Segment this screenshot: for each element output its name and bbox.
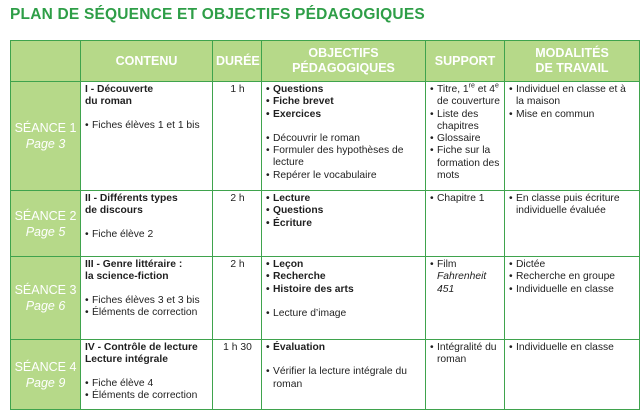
- contenu-cell: [81, 257, 213, 340]
- table-row: [11, 340, 640, 410]
- support-text: Titre, 1: [437, 84, 469, 95]
- header-duree: DURÉE: [213, 41, 262, 82]
- list-item: • Intégralité du roman: [430, 342, 501, 367]
- list-item: • Évaluation: [266, 342, 422, 354]
- list-item: • Exercices: [266, 109, 422, 121]
- list-item: • Questions: [266, 205, 422, 217]
- support-cell: [426, 82, 505, 191]
- list-item: • Lecture d’image: [266, 308, 422, 320]
- header-support: SUPPORT: [426, 41, 505, 82]
- list-item: • Leçon: [266, 259, 422, 271]
- list-item: • Glossaire: [430, 133, 501, 145]
- superscript: e: [494, 82, 499, 90]
- table-row: [11, 191, 640, 257]
- sequence-plan-table: [10, 40, 640, 410]
- list-item: • Fiche élève 4: [85, 378, 209, 390]
- list-item: • Fiche sur la formation des mots: [430, 145, 501, 182]
- header-modalites: [505, 41, 640, 82]
- list-item: [430, 259, 501, 296]
- support-text: de couverture: [437, 96, 500, 108]
- list-item: • Chapitre 1: [430, 193, 501, 205]
- header-objectifs: [262, 41, 426, 82]
- list-item: • Fiches élèves 3 et 3 bis: [85, 295, 209, 307]
- list-item: • Fiches élèves 1 et 1 bis: [85, 120, 209, 132]
- modalites-cell: [505, 191, 640, 257]
- list-item: • Histoire des arts: [266, 284, 422, 296]
- seance-cell: [11, 82, 81, 191]
- support-cell: [426, 191, 505, 257]
- seance-label: SÉANCE 1: [14, 121, 77, 135]
- seance-page: Page 3: [25, 137, 66, 151]
- seance-cell: [11, 257, 81, 340]
- objectifs-cell: [262, 191, 426, 257]
- contenu-title: IV - Contrôle de lecture Lecture intégrale: [85, 342, 198, 366]
- contenu-cell: [81, 340, 213, 410]
- modalites-cell: [505, 340, 640, 410]
- contenu-cell: [81, 82, 213, 191]
- seance-page: Page 9: [25, 375, 66, 390]
- contenu-cell: [81, 191, 213, 257]
- contenu-title: II - Différents types de discours: [85, 193, 178, 217]
- list-item: • Formuler des hypothèses de lecture: [266, 145, 422, 170]
- list-item: • Individuelle en classe: [509, 342, 636, 354]
- list-item: • Recherche: [266, 271, 422, 283]
- page-title: PLAN DE SÉQUENCE ET OBJECTIFS PÉDAGOGIQUES: [10, 6, 425, 23]
- header-empty: [11, 41, 81, 82]
- duree-cell: 2 h: [213, 191, 262, 257]
- contenu-title: I - Découverte du roman: [85, 84, 154, 108]
- support-text: et 4: [474, 84, 495, 95]
- list-item: • Écriture: [266, 218, 422, 230]
- list-item: • Repérer le vocabulaire: [266, 170, 422, 182]
- header-contenu: CONTENU: [81, 41, 213, 82]
- list-item: • En classe puis écriture individuelle évaluée: [509, 193, 636, 218]
- table-row: [11, 257, 640, 340]
- objectifs-cell: [262, 257, 426, 340]
- seance-cell: [11, 191, 81, 257]
- modalites-cell: [505, 82, 640, 191]
- seance-label: SÉANCE 3: [14, 283, 77, 297]
- header-modalites-label: MODALITÉS DE TRAVAIL: [535, 46, 609, 75]
- list-item: • Fiche brevet: [266, 96, 422, 108]
- table-header-row: [11, 41, 640, 82]
- objectifs-cell: [262, 340, 426, 410]
- objectifs-cell: [262, 82, 426, 191]
- list-item: • Dictée: [509, 259, 636, 271]
- support-film: Film: [437, 259, 457, 270]
- list-item: • Vérifier la lecture intégrale du roman: [266, 366, 422, 391]
- list-item: • Individuel en classe et à la maison: [509, 84, 636, 109]
- seance-label: SÉANCE 2: [14, 208, 77, 223]
- support-film-title: Fahrenheit 451: [437, 271, 487, 295]
- list-item: • Questions: [266, 84, 422, 96]
- duree-cell: 2 h: [213, 257, 262, 340]
- list-item: • Mise en commun: [509, 109, 636, 121]
- seance-label: SÉANCE 4: [14, 359, 77, 374]
- list-item: • Découvrir le roman: [266, 133, 422, 145]
- seance-cell: [11, 340, 81, 410]
- seance-page: Page 5: [25, 224, 66, 239]
- list-item: • Éléments de correction: [85, 307, 209, 319]
- list-item: • Fiche élève 2: [85, 229, 209, 241]
- duree-cell: 1 h: [213, 82, 262, 191]
- list-item: • Éléments de correction: [85, 390, 209, 402]
- support-cell: [426, 340, 505, 410]
- modalites-cell: [505, 257, 640, 340]
- seance-page: Page 6: [25, 299, 66, 313]
- list-item: [430, 84, 501, 109]
- header-objectifs-label: OBJECTIFS PÉDAGOGIQUES: [292, 46, 395, 75]
- list-item: • Liste des chapitres: [430, 109, 501, 134]
- support-cell: [426, 257, 505, 340]
- contenu-title: III - Genre littéraire : la science-fiction: [85, 259, 183, 283]
- duree-cell: 1 h 30: [213, 340, 262, 410]
- list-item: • Recherche en groupe: [509, 271, 636, 283]
- table-row: [11, 82, 640, 191]
- superscript: re: [468, 82, 475, 90]
- list-item: • Individuelle en classe: [509, 284, 636, 296]
- list-item: • Lecture: [266, 193, 422, 205]
